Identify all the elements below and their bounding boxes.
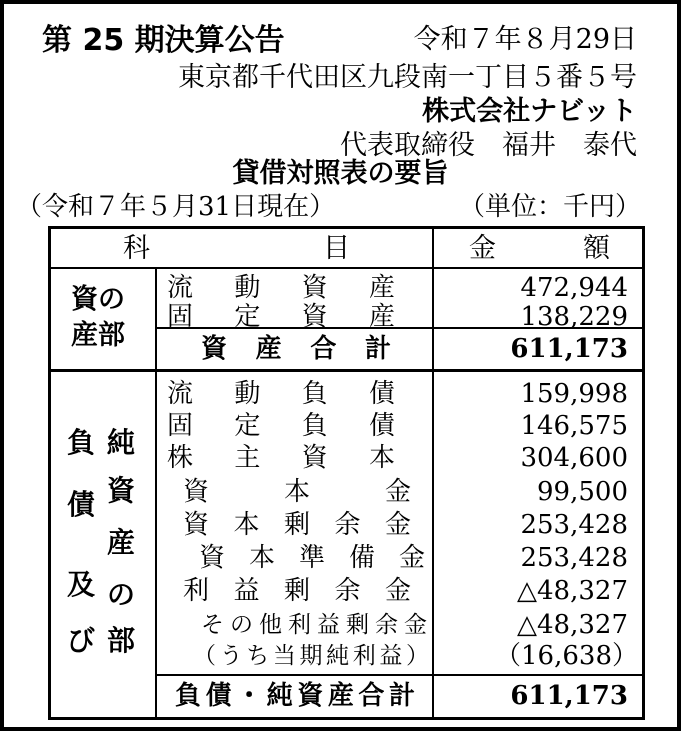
balance-sheet-table xyxy=(48,226,645,720)
assets-section-label-line2: 産部 xyxy=(71,320,125,351)
amount-column-divider xyxy=(432,229,434,717)
liab-total-divider xyxy=(155,674,642,676)
amount-total-liabilities-equity: 611,173 xyxy=(510,681,628,711)
liab-section-char-6: 資 xyxy=(107,474,136,507)
amount-fixed-liabilities: 146,575 xyxy=(520,411,628,441)
representative: 代表取締役 福井 泰代 xyxy=(340,130,637,161)
label-current-liabilities: 流 動 負 債 xyxy=(167,379,395,409)
amount-capital-stock: 99,500 xyxy=(537,477,628,507)
label-total-liabilities-equity: 負 債 ・ 純 資 産 合 計 xyxy=(175,681,415,711)
liab-section-char-7: 産 xyxy=(107,526,136,559)
company-address: 東京都千代田区九段南一丁目５番５号 xyxy=(178,62,637,93)
label-capital-reserve: 資 本 準 備 金 xyxy=(199,543,425,573)
amount-current-liabilities: 159,998 xyxy=(520,379,628,409)
label-total-assets: 資 産 合 計 xyxy=(201,334,391,364)
section-divider xyxy=(51,369,642,372)
liab-section-char-3: 及 xyxy=(67,568,96,601)
liab-section-char-1: 負 xyxy=(67,426,96,459)
liab-section-char-2: 債 xyxy=(67,488,96,521)
assets-section-label-line1: 資の xyxy=(71,284,125,315)
amount-capital-reserve: 253,428 xyxy=(520,543,628,573)
liab-section-char-8: の xyxy=(107,578,136,611)
liab-section-char-5: 純 xyxy=(107,426,136,459)
unit-label: （単位：千円） xyxy=(458,192,641,222)
section-column-divider xyxy=(155,267,157,717)
label-shareholders-equity: 株 主 資 本 xyxy=(167,443,395,473)
label-capital-stock: 資 本 金 xyxy=(183,477,411,507)
header-item-char-2: 目 xyxy=(323,233,350,264)
header-amount-char-2: 額 xyxy=(583,233,610,264)
amount-shareholders-equity: 304,600 xyxy=(520,443,628,473)
page-title: 第 25 期決算公告 xyxy=(42,23,285,58)
as-of-date: （令和７年５月31日現在） xyxy=(16,192,336,222)
amount-retained-earnings: △48,327 xyxy=(517,576,628,606)
amount-capital-surplus: 253,428 xyxy=(520,510,628,540)
amount-fixed-assets: 138,229 xyxy=(520,302,628,332)
liab-section-char-9: 部 xyxy=(107,624,136,657)
amount-total-assets: 611,173 xyxy=(510,334,628,364)
label-current-assets: 流 動 資 産 xyxy=(167,273,395,303)
header-amount-char-1: 金 xyxy=(469,233,496,264)
amount-current-assets: 472,944 xyxy=(520,273,628,303)
amount-net-income: （16,638） xyxy=(495,641,638,671)
company-name: 株式会社ナビット xyxy=(422,96,637,127)
label-other-retained-earnings: そ の 他 利 益 剰 余 金 xyxy=(201,612,427,638)
header-divider xyxy=(51,267,642,269)
label-retained-earnings: 利 益 剰 余 金 xyxy=(183,576,411,606)
label-net-income: （ う ち 当 期 純 利 益 ） xyxy=(193,643,429,669)
label-fixed-assets: 固 定 資 産 xyxy=(167,302,395,332)
statement-subtitle: 貸借対照表の要旨 xyxy=(232,158,449,189)
label-capital-surplus: 資 本 剰 余 金 xyxy=(183,510,411,540)
liab-section-char-4: び xyxy=(67,624,96,657)
amount-other-retained-earnings: △48,327 xyxy=(517,610,628,640)
header-item-char-1: 科 xyxy=(123,233,150,264)
label-fixed-liabilities: 固 定 負 債 xyxy=(167,411,395,441)
announcement-date: 令和７年８月29日 xyxy=(413,24,637,55)
